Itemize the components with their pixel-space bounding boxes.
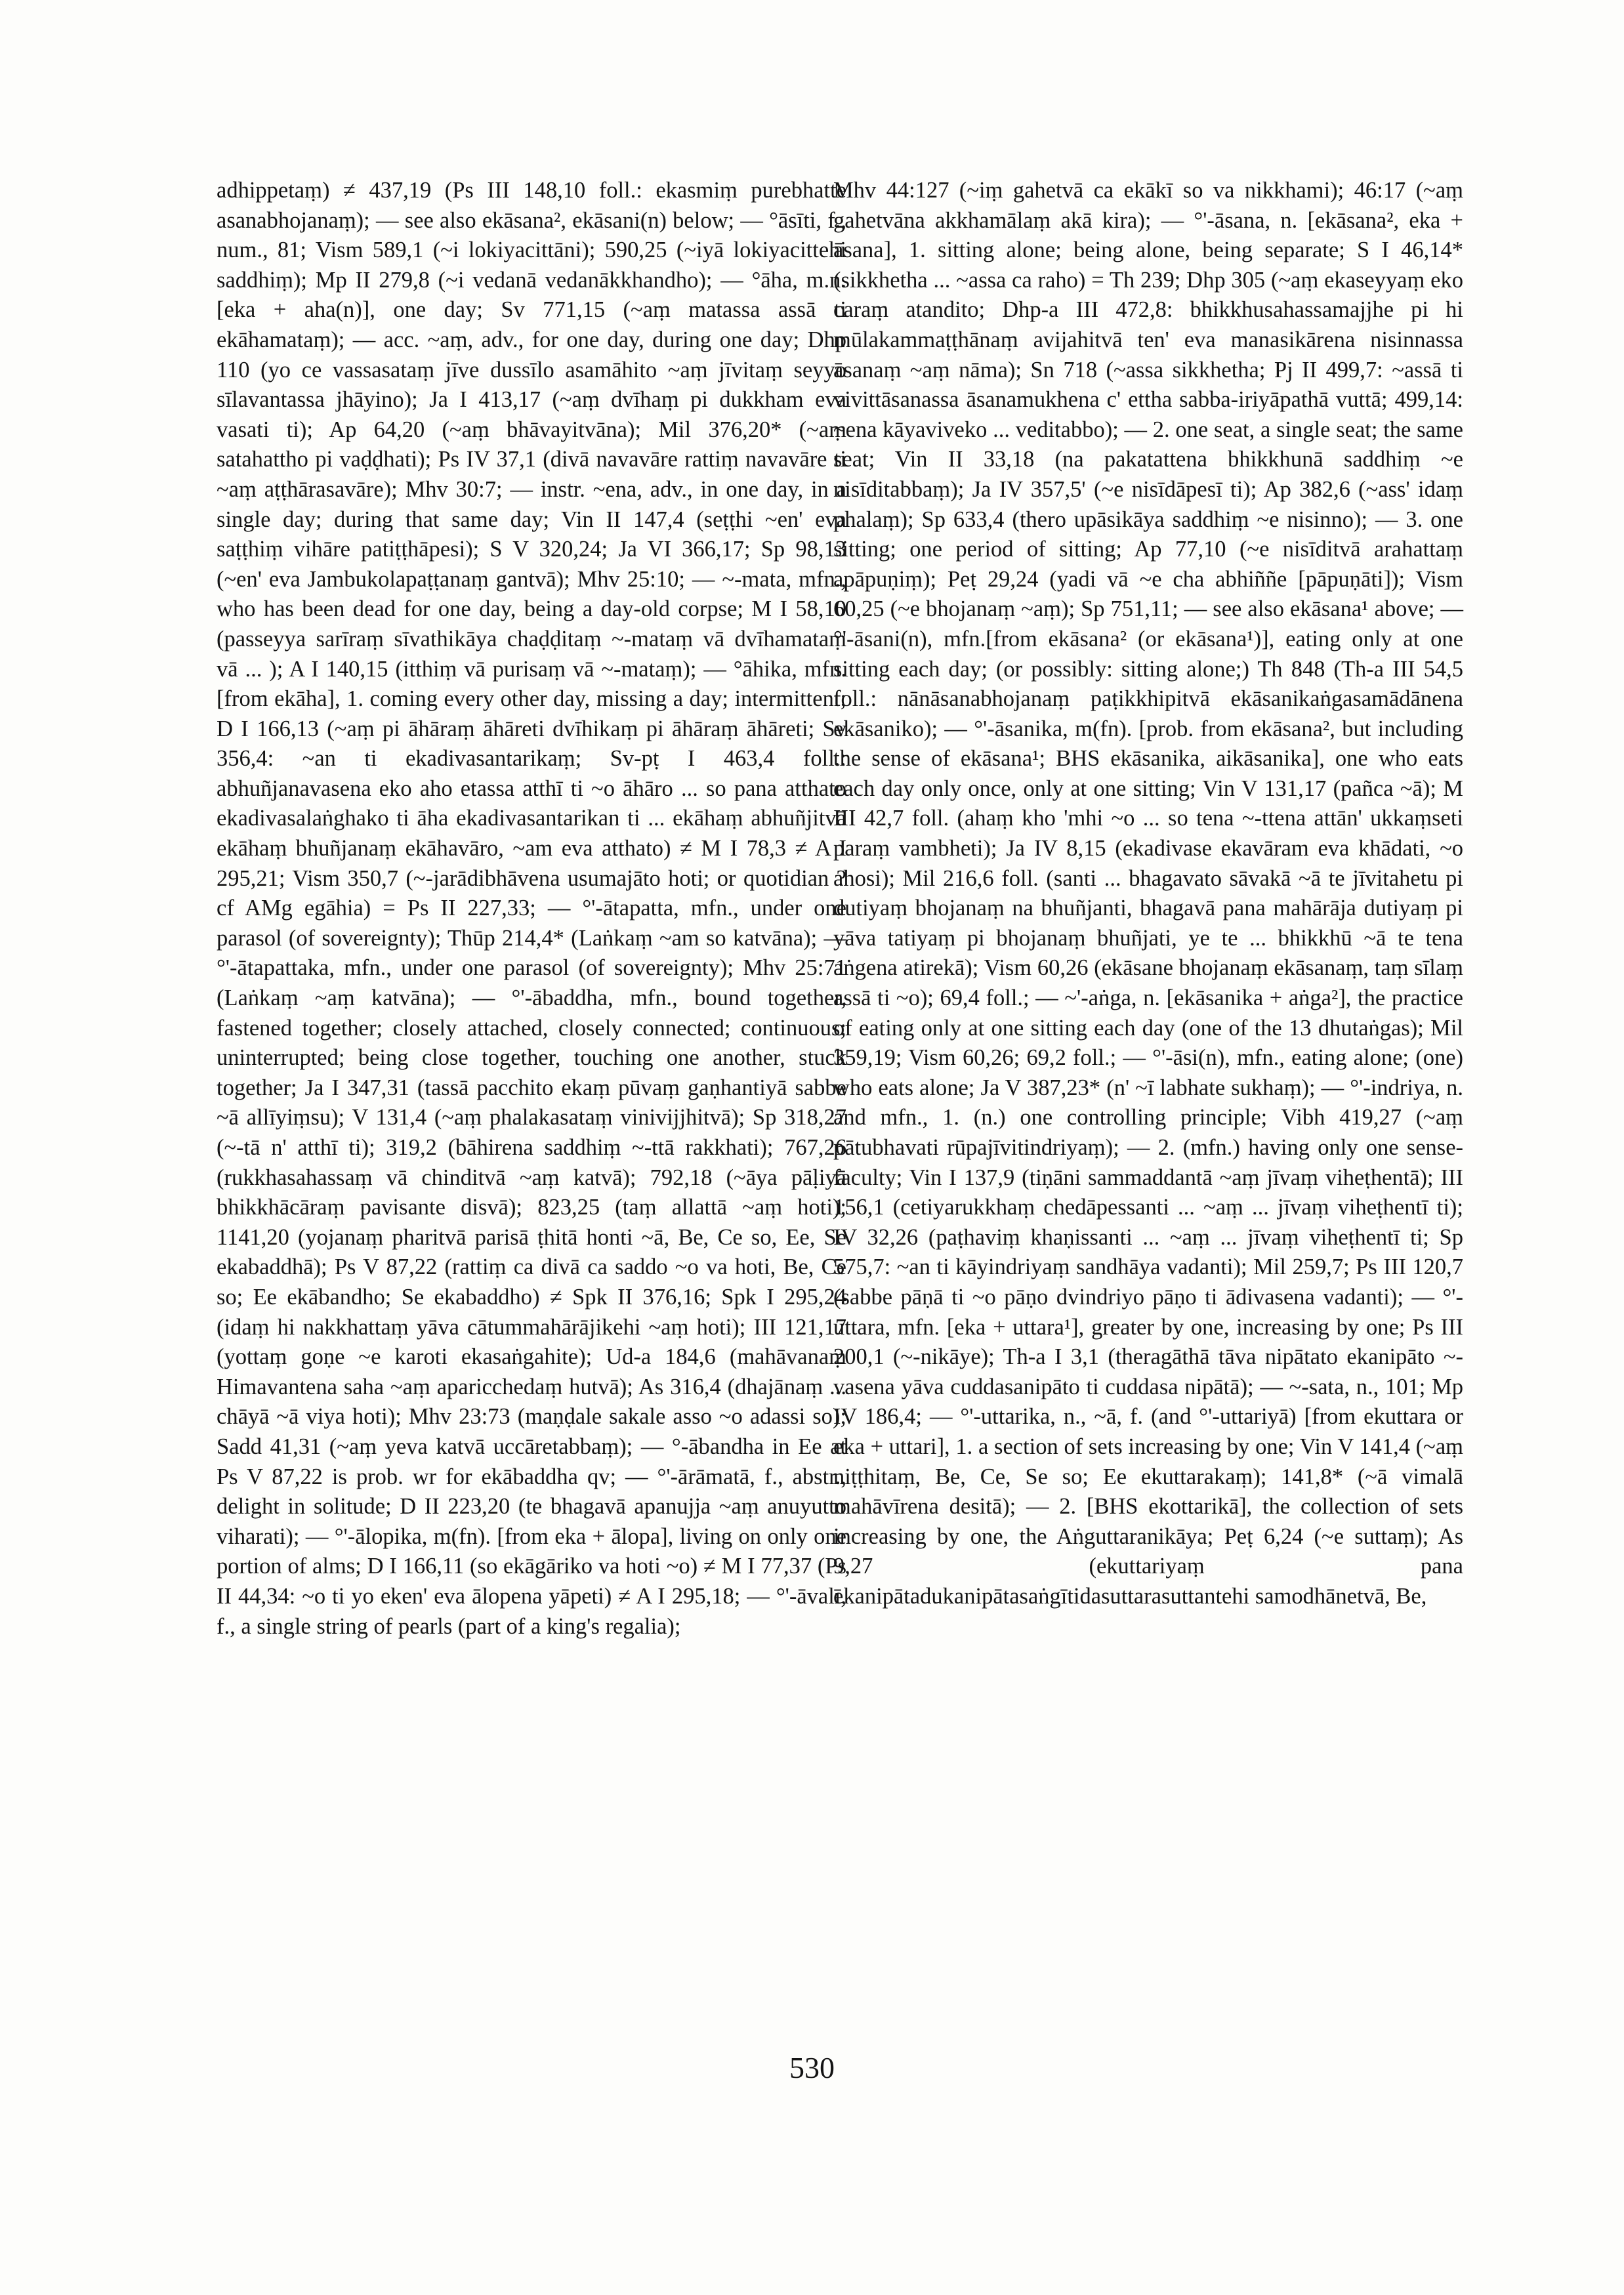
left-column-text: adhippetaṃ) ≠ 437,19 (Ps III 148,10 foll.: ekasmiṃ purebhatte asanabhojanaṃ); — see also ekāsana², ekāsani(n) below; — °āsīti, f., num., 81; Vism 589,1 (~i lokiyacittāni); 590,25 (~iyā lokiyacittehi saddhiṃ); Mp II 279,8 (~i vedanā vedanākkhandho); — °āha, m.n. [eka + aha(n)], one day; Sv 771,15 (~aṃ matassa assā ti ekāhamataṃ); — acc. ~aṃ, adv., for one day, during one day; Dhp 110 (yo ce vassasataṃ jīve dussīlo asamāhito ~aṃ jīvitaṃ seyyo sīlavantassa jhāyino); Ja I 413,17 (~aṃ dvīhaṃ pi dukkham eva vasati ti); Ap 64,20 (~aṃ bhāvayitvāna); Mil 376,20* (~aṃ satahattho pi vaḍḍhati); Ps IV 37,1 (divā navavāre rattiṃ navavāre ti ~aṃ aṭṭhārasavāre); Mhv 30:7; — instr. ~ena, adv., in one day, in a single day; during that same day; Vin II 147,4 (seṭṭhi ~en' eva saṭṭhiṃ vihāre patiṭṭhāpesi); S V 320,24; Ja VI 366,17; Sp 98,13 (~en' eva Jambukolapaṭṭanaṃ gantvā); Mhv 25:10; — ~-mata, mfn., who has been dead for one day, being a day-old corpse; M I 58,10 (passeyya sarīraṃ sīvathikāya chaḍḍitaṃ ~-mataṃ vā dvīhamataṃ vā ... ); A I 140,15 (itthiṃ vā purisaṃ vā ~-mataṃ); — °āhika, mfn. [from ekāha], 1. coming every other day, missing a day; intermittent; D I 166,13 (~aṃ pi āhāraṃ āhāreti dvīhikaṃ pi āhāraṃ āhāreti; Sv 356,4: ~an ti ekadivasantarikaṃ; Sv-pṭ I 463,4 foll.: abhuñjanavasena eko aho etassa atthī ti ~o āhāro ... so pana atthato ekadivasalaṅghako ti āha ekadivasantarikan ti ... ekāhaṃ abhuñjitvā ekāhaṃ bhuñjanaṃ ekāhavāro, ~am eva atthato) ≠ M I 78,3 ≠ A I 295,21; Vism 350,7 (~-jarādibhāvena usumajāto hoti; or quotidian ? cf AMg egāhia) = Ps II 227,33; — °'-ātapatta, mfn., under one parasol (of sovereignty); Thūp 214,4* (Laṅkaṃ ~am so katvāna); — °'-ātapattaka, mfn., under one parasol (of sovereignty); Mhv 25:71 (Laṅkaṃ ~aṃ katvāna); — °'-ābaddha, mfn., bound together, fastened together; closely attached, closely connected; continuous; uninterrupted; being close together, touching one another, stuck together; Ja I 347,31 (tassā pacchito ekaṃ pūvaṃ gaṇhantiyā sabbe ~ā allīyiṃsu); V 131,4 (~aṃ phalakasataṃ vinivijjhitvā); Sp 318,27 (~-tā n' atthī ti); 319,2 (bāhirena saddhiṃ ~-ttā rakkhati); 767,26 (rukkhasahassaṃ vā chinditvā ~aṃ katvā); 792,18 (~āya pāḷiyā bhikkhācāraṃ pavisante disvā); 823,25 (taṃ allattā ~aṃ hoti); 1141,20 (yojanaṃ pharitvā parisā ṭhitā honti ~ā, Be, Ce so, Ee, Se ekabaddhā); Ps V 87,22 (rattiṃ ca divā ca saddo ~o va hoti, Be, Ce so; Ee ekābandho; Se ekabaddho) ≠ Spk II 376,16; Spk I 295,24 (idaṃ hi nakkhattaṃ yāva cātummahārājikehi ~aṃ hoti); III 121,17 (yottaṃ goṇe ~e karoti ekasaṅgahite); Ud-a 184,6 (mahāvanaṃ Himavantena saha ~aṃ aparicchedaṃ hutvā); As 316,4 (dhajānaṃ ... chāyā ~ā viya hoti); Mhv 23:73 (maṇḍale sakale asso ~o adassi so); Sadd 41,31 (~aṃ yeva katvā uccāretabbaṃ); — °-ābandha in Ee at Ps V 87,22 is prob. wr for ekābaddha qv; — °'-ārāmatā, f., abstr., delight in solitude; D II 223,20 (te bhagavā apanujja ~aṃ anuyutto viharati); — °'-ālopika, m(fn). [from eka + ālopa], living on only one portion of alms; D I 166,11 (so ekāgāriko va hoti ~o) ≠ M I 77,37 (Ps II 44,34: ~o ti yo eken' eva ālopena yāpeti) ≠ A I 295,18; — °'-āvalī, f., a single string of pearls (part of a king's regalia); <box>217 178 846 1639</box>
page-number: 530 <box>789 2051 835 2084</box>
left-column <box>217 176 846 1642</box>
right-column-text: Mhv 44:127 (~iṃ gahetvā ca ekākī so va nikkhami); 46:17 (~aṃ gahetvāna akkhamālaṃ akā kira); — °'-āsana, n. [ekāsana², eka + āsana], 1. sitting alone; being alone, being separate; S I 46,14* (sikkhetha ... ~assa ca raho) = Th 239; Dhp 305 (~aṃ ekaseyyaṃ eko caraṃ atandito; Dhp-a III 472,8: bhikkhusahassamajjhe pi hi mūlakammaṭṭhānaṃ avijahitvā ten' eva manasikārena nisinnassa āsanaṃ ~aṃ nāma); Sn 718 (~assa sikkhetha; Pj II 499,7: ~assā ti vivittāsanassa āsanamukhena c' ettha sabba-iriyāpathā vuttā; 499,14: ~ena kāyaviveko ... veditabbo); — 2. one seat, a single seat; the same seat; Vin II 33,18 (na pakatattena bhikkhunā saddhiṃ ~e nisīditabbaṃ); Ja IV 357,5' (~e nisīdāpesī ti); Ap 382,6 (~ass' idaṃ phalaṃ); Sp 633,4 (thero upāsikāya saddhiṃ ~e nisinno); — 3. one sitting; one period of sitting; Ap 77,10 (~e nisīditvā arahattaṃ apāpuṇiṃ); Peṭ 29,24 (yadi vā ~e cha abhiññe [pāpuṇāti]); Vism 60,25 (~e bhojanaṃ ~aṃ); Sp 751,11; — see also ekāsana¹ above; — °'-āsani(n), mfn.[from ekāsana² (or ekāsana¹)], eating only at one sitting each day; (or possibly: sitting alone;) Th 848 (Th-a III 54,5 foll.: nānāsanabhojanaṃ paṭikkhipitvā ekāsanikaṅgasamādānena ekāsaniko); — °'-āsanika, m(fn). [prob. from ekāsana², but including the sense of ekāsana¹; BHS ekāsanika, aikāsanika], one who eats each day only once, only at one sitting; Vin V 131,17 (pañca ~ā); M III 42,7 foll. (ahaṃ kho 'mhi ~o ... so tena ~-ttena attān' ukkaṃseti paraṃ vambheti); Ja IV 8,15 (ekadivase ekavāram eva khādati, ~o ahosi); Mil 216,6 foll. (santi ... bhagavato sāvakā ~ā te jīvitahetu pi dutiyaṃ bhojanaṃ na bhuñjanti, bhagavā pana mahārāja dutiyaṃ pi yāva tatiyaṃ pi bhojanaṃ bhuñjati, ye te ... bhikkhū ~ā te tena aṅgena atirekā); Vism 60,26 (ekāsane bhojanaṃ ekāsanaṃ, taṃ sīlaṃ assā ti ~o); 69,4 foll.; — ~'-aṅga, n. [ekāsanika + aṅga²], the practice of eating only at one sitting each day (one of the 13 dhutaṅgas); Mil 359,19; Vism 60,26; 69,2 foll.; — °'-āsi(n), mfn., eating alone; (one) who eats alone; Ja V 387,23* (n' ~ī labhate sukhaṃ); — °'-indriya, n. and mfn., 1. (n.) one controlling principle; Vibh 419,27 (~aṃ pātubhavati rūpajīvitindriyaṃ); — 2. (mfn.) having only one sense-faculty; Vin I 137,9 (tiṇāni sammaddantā ~aṃ jīvaṃ viheṭhentā); III 156,1 (cetiyarukkhaṃ chedāpessanti ... ~aṃ ... jīvaṃ viheṭhentī ti); IV 32,26 (paṭhaviṃ khaṇissanti ... ~aṃ ... jīvaṃ viheṭhentī ti; Sp 575,7: ~an ti kāyindriyaṃ sandhāya vadanti); Mil 259,7; Ps III 120,7 (sabbe pāṇā ti ~o pāṇo dvindriyo pāṇo ti ādivasena vadanti); — °'-uttara, mfn. [eka + uttara¹], greater by one, increasing by one; Ps III 200,1 (~-nikāye); Th-a I 3,1 (theragāthā tāva nipātato ekanipāto ~-vasena yāva cuddasanipāto ti cuddasa nipātā); — ~-sata, n., 101; Mp IV 186,4; — °'-uttarika, n., ~ā, f. (and °'-uttariyā) [from ekuttara or eka + uttari], 1. a section of sets increasing by one; Vin V 141,4 (~aṃ niṭṭhitaṃ, Be, Ce, Se so; Ee ekuttarakaṃ); 141,8* (~ā vimalā mahāvīrena desitā); — 2. [BHS ekottarikā], the collection of sets increasing by one, the Aṅguttaranikāya; Peṭ 6,24 (~e suttaṃ); As 9,27 (ekuttariyaṃ pana ekanipātadukanipātasaṅgītidasuttarasuttantehi samodhānetvā, Be, <box>833 178 1463 1609</box>
right-column <box>833 176 1463 1612</box>
